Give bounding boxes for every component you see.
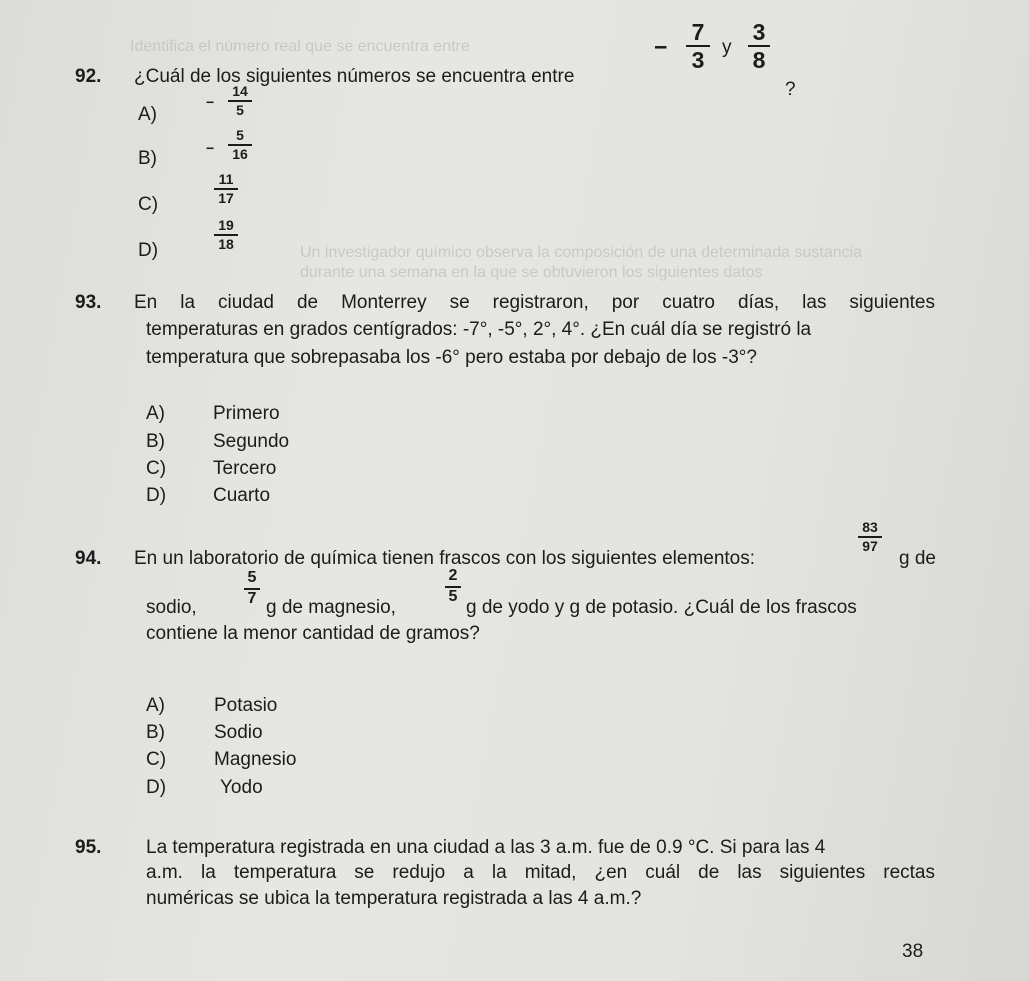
- fraction-sodium: 83 97: [858, 520, 882, 553]
- question-text-line: temperaturas en grados centígrados: -7°, -5°, 2°, 4°. ¿En cuál día se registró la: [146, 319, 812, 340]
- option-letter-b: B): [146, 722, 165, 743]
- option-letter-d: D): [146, 777, 167, 798]
- option-text-d: Cuarto: [213, 485, 271, 506]
- option-fraction-c: 11 17: [214, 172, 238, 205]
- question-text-line: contiene la menor cantidad de gramos?: [146, 623, 480, 644]
- option-text-c: Magnesio: [214, 749, 297, 770]
- question-number: 94.: [75, 548, 102, 569]
- fraction-bound-2: 3 8: [748, 20, 770, 72]
- option-letter-b: B): [146, 431, 165, 452]
- option-fraction-b: 5 16: [228, 128, 252, 161]
- minus-sign: −: [654, 34, 668, 60]
- option-text-c: Tercero: [213, 458, 277, 479]
- question-text-fragment: g de yodo y g de potasio. ¿Cuál de los frascos: [466, 597, 857, 618]
- question-text-line: La temperatura registrada en una ciudad a las 3 a.m. fue de 0.9 °C. Si para las 4: [146, 837, 826, 858]
- question-text-fragment: g de: [899, 548, 936, 569]
- question-number: 92.: [75, 66, 102, 87]
- bleed-through-text: Identifica el número real que se encuentra entre: [130, 38, 470, 55]
- fraction-bound-1: 7 3: [686, 20, 710, 72]
- option-letter-c: C): [138, 194, 159, 215]
- option-letter-c: C): [146, 749, 167, 770]
- page-number: 38: [902, 941, 924, 962]
- question-text-fragment: g de magnesio,: [266, 597, 396, 618]
- minus-sign: −: [206, 94, 215, 110]
- option-fraction-d: 19 18: [214, 218, 238, 251]
- minus-sign: −: [206, 140, 215, 156]
- question-mark: ?: [785, 79, 796, 100]
- question-text: ¿Cuál de los siguientes números se encuentra entre: [134, 66, 575, 87]
- option-letter-a: A): [138, 104, 157, 125]
- option-letter-d: D): [146, 485, 167, 506]
- option-fraction-a: 14 5: [228, 84, 252, 117]
- option-text-b: Segundo: [213, 431, 290, 452]
- option-letter-c: C): [146, 458, 167, 479]
- connector-word: y: [722, 37, 732, 58]
- question-text-line: En la ciudad de Monterrey se registraron, por cuatro días, las siguientes: [134, 292, 935, 313]
- question-text-line: a.m. la temperatura se redujo a la mitad, ¿en cuál de las siguientes rectas: [146, 862, 935, 883]
- bleed-through-text: durante una semana en la que se obtuvieron los siguientes datos: [300, 264, 763, 281]
- option-text-d: Yodo: [220, 777, 263, 798]
- option-text-b: Sodio: [214, 722, 263, 743]
- question-text-line: temperatura que sobrepasaba los -6° pero estaba por debajo de los -3°?: [146, 347, 757, 368]
- fraction-magnesium: 5 7: [244, 570, 260, 608]
- option-text-a: Potasio: [214, 695, 278, 716]
- question-number: 93.: [75, 292, 102, 313]
- bleed-through-text: Un investigador químico observa la composición de una determinada sustancia: [300, 244, 863, 261]
- option-text-a: Primero: [213, 403, 280, 424]
- question-number: 95.: [75, 837, 102, 858]
- option-letter-b: B): [138, 148, 157, 169]
- option-letter-a: A): [146, 695, 165, 716]
- question-text-line: En un laboratorio de química tienen frascos con los siguientes elementos:: [134, 548, 756, 569]
- option-letter-d: D): [138, 240, 159, 261]
- fraction-iodine: 2 5: [445, 568, 461, 606]
- option-letter-a: A): [146, 403, 165, 424]
- question-text-line: numéricas se ubica la temperatura registrada a las 4 a.m.?: [146, 888, 642, 909]
- question-text-fragment: sodio,: [146, 597, 197, 618]
